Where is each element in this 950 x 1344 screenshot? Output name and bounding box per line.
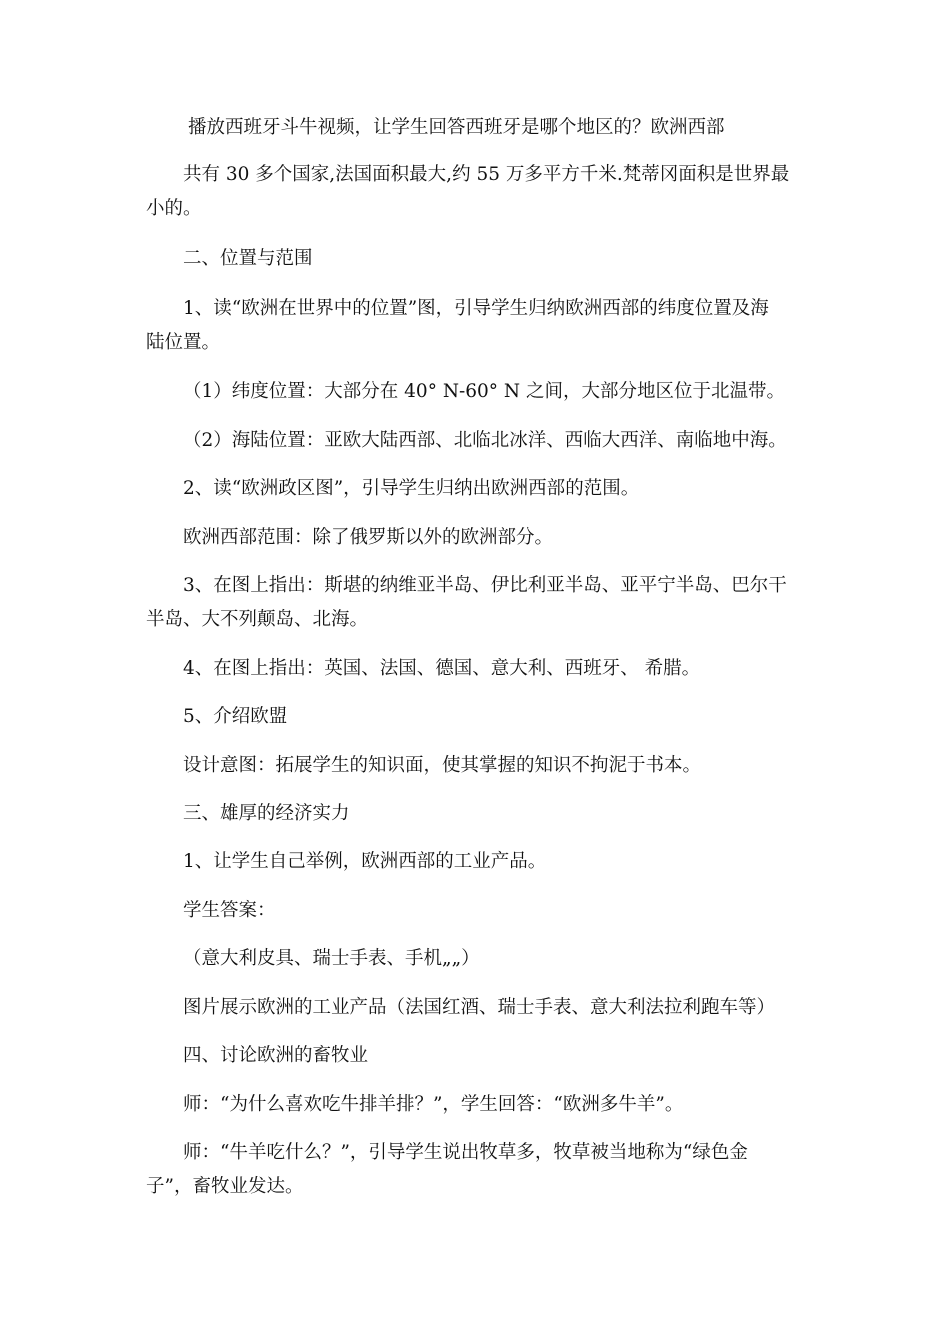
paragraph-industry-examples bbox=[146, 845, 816, 879]
line-text: 三、雄厚的经济实力 bbox=[183, 803, 350, 824]
line-text: 师：“为什么喜欢吃牛排羊排？”，学生回答：“欧洲多牛羊”。 bbox=[183, 1094, 684, 1115]
paragraph-dialogue-1 bbox=[146, 1088, 816, 1122]
line-continuation: 陆位置。 bbox=[146, 332, 221, 353]
line-text: 四、讨论欧洲的畜牧业 bbox=[183, 1045, 369, 1066]
line-continuation: 小的。 bbox=[146, 198, 202, 219]
line-text: 设计意图：拓展学生的知识面，使其掌握的知识不拘泥于书本。 bbox=[183, 755, 702, 776]
section-heading-4 bbox=[146, 1039, 816, 1073]
line-text: 4、在图上指出：英国、法国、德国、意大利、西班牙、 希腊。 bbox=[183, 658, 701, 679]
line-text: （1）纬度位置：大部分在 40° N-60° N 之间，大部分地区位于北温带。 bbox=[183, 381, 786, 402]
line-text: 图片展示欧洲的工业产品（法国红酒、瑞士手表、意大利法拉利跑车等） bbox=[183, 997, 776, 1018]
line-text: 1、让学生自己举例，欧洲西部的工业产品。 bbox=[183, 851, 547, 872]
line-continuation: 子”，畜牧业发达。 bbox=[146, 1176, 304, 1197]
paragraph-products bbox=[146, 991, 816, 1025]
section-heading-3 bbox=[146, 797, 816, 831]
line-text: 欧洲西部范围：除了俄罗斯以外的欧洲部分。 bbox=[183, 527, 554, 548]
paragraph-student-answer bbox=[146, 894, 816, 928]
line-text: 二、位置与范围 bbox=[183, 248, 313, 269]
paragraph-answer-list bbox=[146, 942, 816, 976]
section-heading-2 bbox=[146, 242, 816, 276]
paragraph-intro bbox=[146, 111, 816, 145]
line-text: 播放西班牙斗牛视频，让学生回答西班牙是哪个地区的？欧洲西部 bbox=[188, 117, 725, 138]
line-text: 师：“牛羊吃什么？”，引导学生说出牧草多，牧草被当地称为“绿色金 bbox=[183, 1142, 748, 1163]
paragraph-countries-map bbox=[146, 652, 816, 686]
paragraph-eu bbox=[146, 700, 816, 734]
line-text: 1、读“欧洲在世界中的位置”图，引导学生归纳欧洲西部的纬度位置及海 bbox=[183, 298, 769, 319]
paragraph-latitude bbox=[146, 375, 816, 409]
paragraph-political-map bbox=[146, 472, 816, 506]
paragraph-read-map bbox=[146, 292, 816, 360]
line-text: （2）海陆位置：亚欧大陆西部、北临北冰洋、西临大西洋、南临地中海。 bbox=[183, 430, 787, 451]
line-text: 2、读“欧洲政区图”，引导学生归纳出欧洲西部的范围。 bbox=[183, 478, 640, 499]
line-continuation: 半岛、大不列颠岛、北海。 bbox=[146, 609, 369, 630]
line-text: 5、介绍欧盟 bbox=[183, 706, 288, 727]
paragraph-sea-land bbox=[146, 424, 816, 458]
paragraph-range bbox=[146, 521, 816, 555]
line-text: （意大利皮具、瑞士手表、手机„„） bbox=[183, 948, 480, 969]
line-text: 共有 30 多个国家,法国面积最大,约 55 万多平方千米.梵蒂冈面积是世界最 bbox=[183, 164, 790, 185]
paragraph-peninsulas bbox=[146, 569, 816, 637]
paragraph-design-intent bbox=[146, 749, 816, 783]
line-text: 学生答案： bbox=[183, 900, 276, 921]
paragraph-countries bbox=[146, 158, 816, 226]
paragraph-dialogue-2 bbox=[146, 1136, 816, 1204]
line-text: 3、在图上指出：斯堪的纳维亚半岛、伊比利亚半岛、亚平宁半岛、巴尔干 bbox=[183, 575, 787, 596]
